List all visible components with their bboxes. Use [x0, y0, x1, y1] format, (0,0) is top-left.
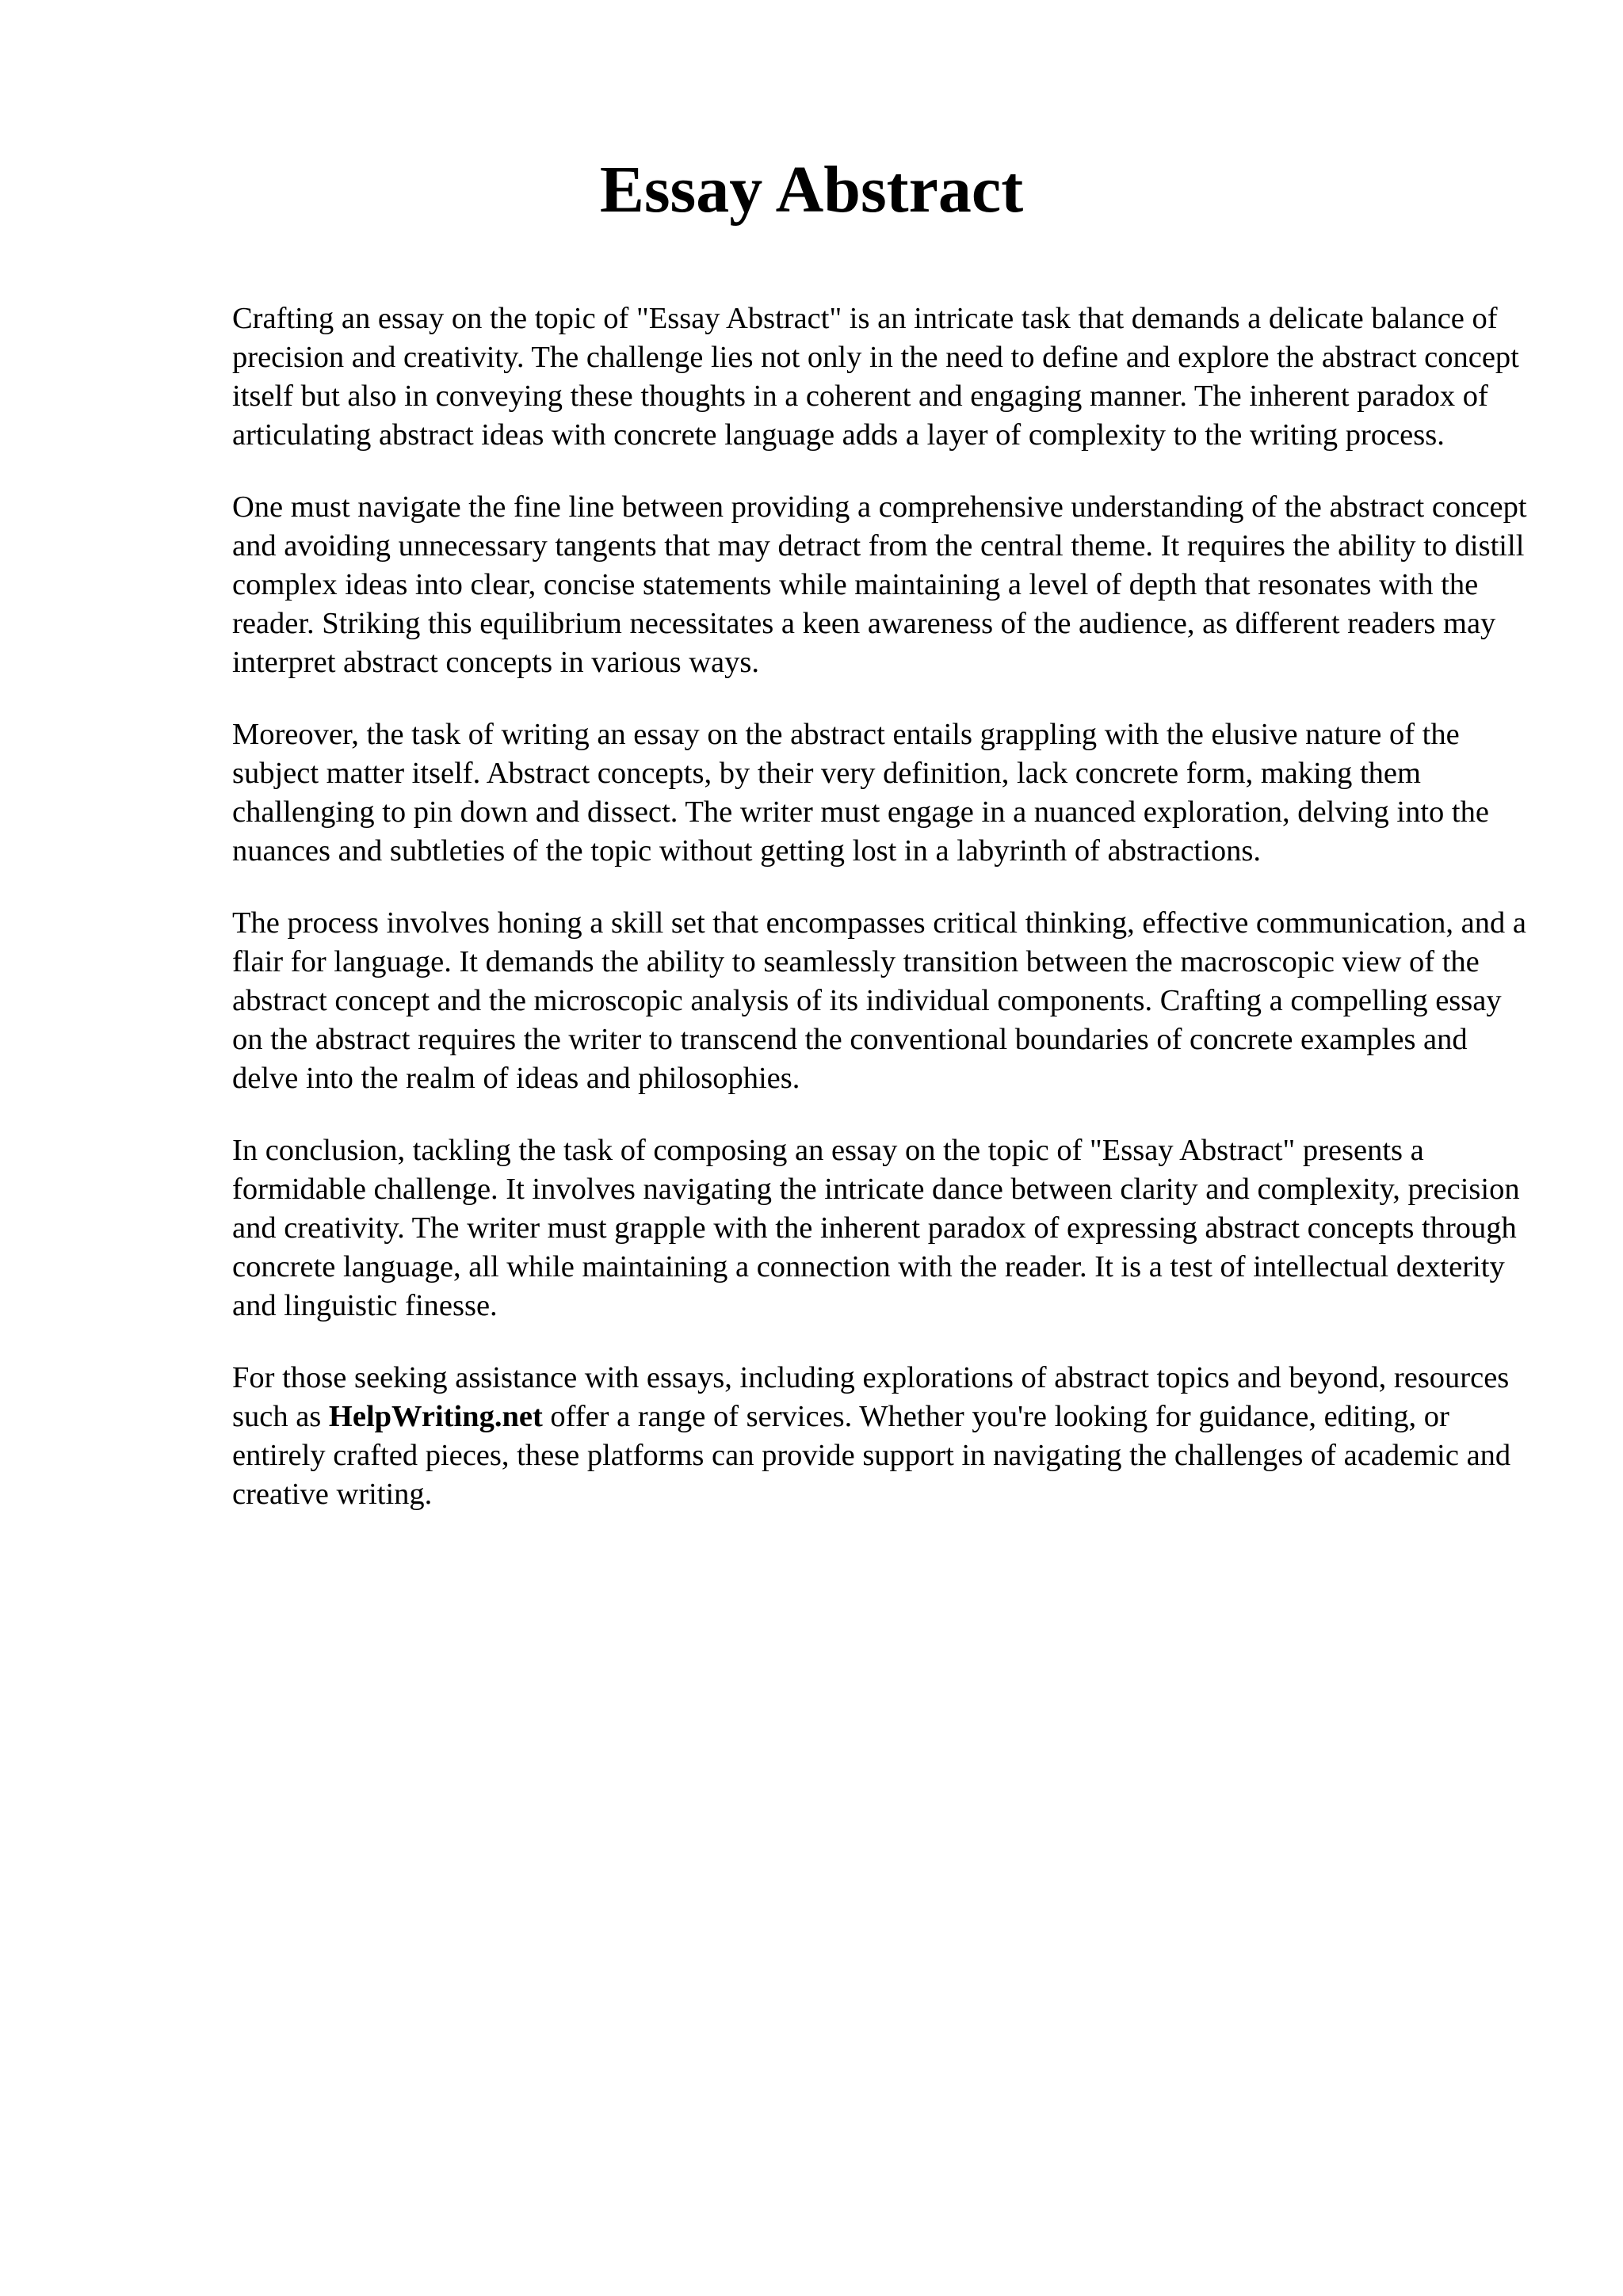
page-title: Essay Abstract — [599, 153, 1024, 227]
helpwriting-brand-link[interactable]: HelpWriting.net — [328, 1400, 543, 1433]
paragraph-6 — [232, 1359, 1532, 1514]
paragraph-5: In conclusion, tackling the task of composing an essay on the topic of "Essay Abstract" presents a formidable challenge. It involves navigating the intricate dance between clarity and complexity, precision and creativity. The writer must grapple with the inherent paradox of expressing abstract concepts through concrete language, all while maintaining a connection with the reader. It is a test of intellectual dexterity and linguistic finesse. — [232, 1134, 1520, 1322]
essay-body — [232, 299, 1532, 1547]
paragraph-3: Moreover, the task of writing an essay on the abstract entails grappling with the elusive nature of the subject matter itself. Abstract concepts, by their very definition, lack concrete form, making them challenging to pin down and dissect. The writer must engage in a nuanced exploration, delving into the nuances and subtleties of the topic without getting lost in a labyrinth of abstractions. — [232, 718, 1489, 868]
paragraph-6-lead: For those seeking assistance with essays, including explorations of abstract topics and beyond, resources such as — [232, 1361, 1510, 1433]
paragraph-1: Crafting an essay on the topic of "Essay Abstract" is an intricate task that demands a delicate balance of precision and creativity. The challenge lies not only in the need to define and explore the abstract concept itself but also in conveying these thoughts in a coherent and engaging manner. The inherent paradox of articulating abstract ideas with concrete language adds a layer of complexity to the writing process. — [232, 302, 1519, 452]
paragraph-6-tail: offer a range of services. Whether you're looking for guidance, editing, or entirely crafted pieces, these platforms can provide support in navigating the challenges of academic and creative writing. — [232, 1400, 1511, 1511]
paragraph-4: The process involves honing a skill set that encompasses critical thinking, effective communication, and a flair for language. It demands the ability to seamlessly transition between the macroscopic view of the abstract concept and the microscopic analysis of its individual components. Crafting a compelling essay on the abstract requires the writer to transcend the conventional boundaries of concrete examples and delve into the realm of ideas and philosophies. — [232, 906, 1526, 1095]
paragraph-2: One must navigate the fine line between providing a comprehensive understanding of the abstract concept and avoiding unnecessary tangents that may detract from the central theme. It requires the ability to distill complex ideas into clear, concise statements while maintaining a level of depth that resonates with the reader. Striking this equilibrium necessitates a keen awareness of the audience, as different readers may interpret abstract concepts in various ways. — [232, 490, 1527, 679]
